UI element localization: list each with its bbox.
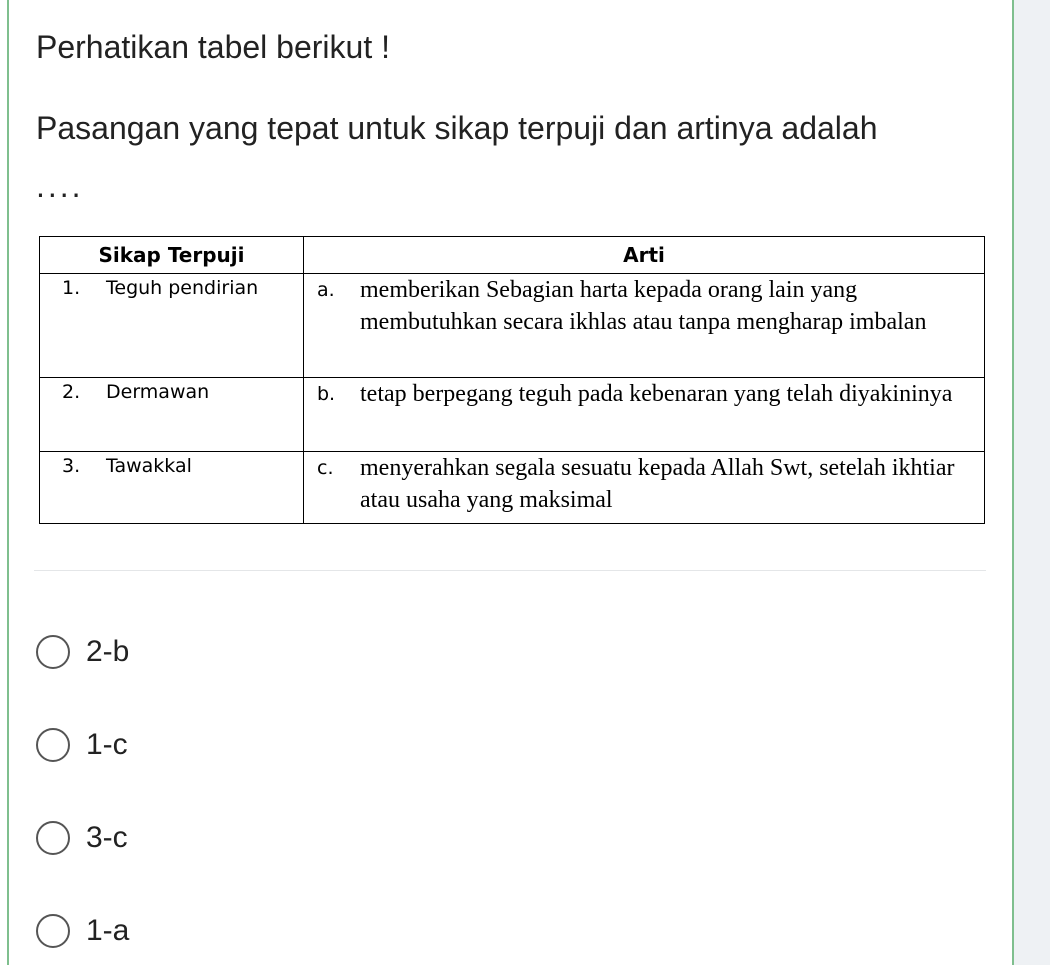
divider bbox=[34, 570, 986, 571]
option-label: 3-c bbox=[86, 821, 128, 854]
radio-button[interactable] bbox=[36, 821, 70, 855]
table-header-sikap: Sikap Terpuji bbox=[40, 237, 304, 274]
table-row bbox=[40, 274, 985, 378]
sikap-cell bbox=[40, 378, 304, 452]
left-accent-border bbox=[7, 0, 9, 965]
table-row bbox=[40, 452, 985, 524]
arti-letter: a. bbox=[317, 279, 335, 301]
arti-letter: c. bbox=[317, 457, 334, 479]
sikap-label: Teguh pendirian bbox=[106, 277, 259, 299]
table-row bbox=[40, 378, 985, 452]
table-header-arti: Arti bbox=[304, 237, 985, 274]
arti-cell bbox=[304, 452, 985, 524]
option-label: 2-b bbox=[86, 635, 130, 668]
answer-option[interactable] bbox=[36, 911, 129, 951]
question-ellipsis: .... bbox=[36, 168, 84, 204]
arti-cell bbox=[304, 378, 985, 452]
radio-button[interactable] bbox=[36, 728, 70, 762]
row-number: 3. bbox=[62, 455, 81, 477]
sikap-label: Dermawan bbox=[106, 381, 210, 403]
question-intro: Perhatikan tabel berikut ! bbox=[36, 29, 390, 65]
right-side-panel bbox=[1012, 0, 1050, 965]
arti-text: memberikan Sebagian harta kepada orang lain yang membutuhkan secara ikhlas atau tanpa mengharap imbalan bbox=[360, 277, 927, 335]
option-label: 1-c bbox=[86, 728, 128, 761]
row-number: 2. bbox=[62, 381, 81, 403]
answer-option[interactable] bbox=[36, 818, 128, 858]
sikap-label: Tawakkal bbox=[106, 455, 192, 477]
arti-text: menyerahkan segala sesuatu kepada Allah Swt, setelah ikhtiar atau usaha yang maksimal bbox=[360, 455, 955, 513]
radio-button[interactable] bbox=[36, 635, 70, 669]
arti-letter: b. bbox=[317, 383, 336, 405]
question-table bbox=[39, 236, 985, 524]
table-header-row bbox=[40, 237, 985, 274]
arti-cell bbox=[304, 274, 985, 378]
option-label: 1-a bbox=[86, 914, 130, 947]
radio-button[interactable] bbox=[36, 914, 70, 948]
sikap-cell bbox=[40, 452, 304, 524]
answer-option[interactable] bbox=[36, 725, 128, 765]
arti-text: tetap berpegang teguh pada kebenaran yang telah diyakininya bbox=[360, 381, 953, 407]
sikap-cell bbox=[40, 274, 304, 378]
row-number: 1. bbox=[62, 277, 81, 299]
answer-option[interactable] bbox=[36, 632, 129, 672]
question-text: Pasangan yang tepat untuk sikap terpuji dan artinya adalah bbox=[36, 110, 878, 146]
